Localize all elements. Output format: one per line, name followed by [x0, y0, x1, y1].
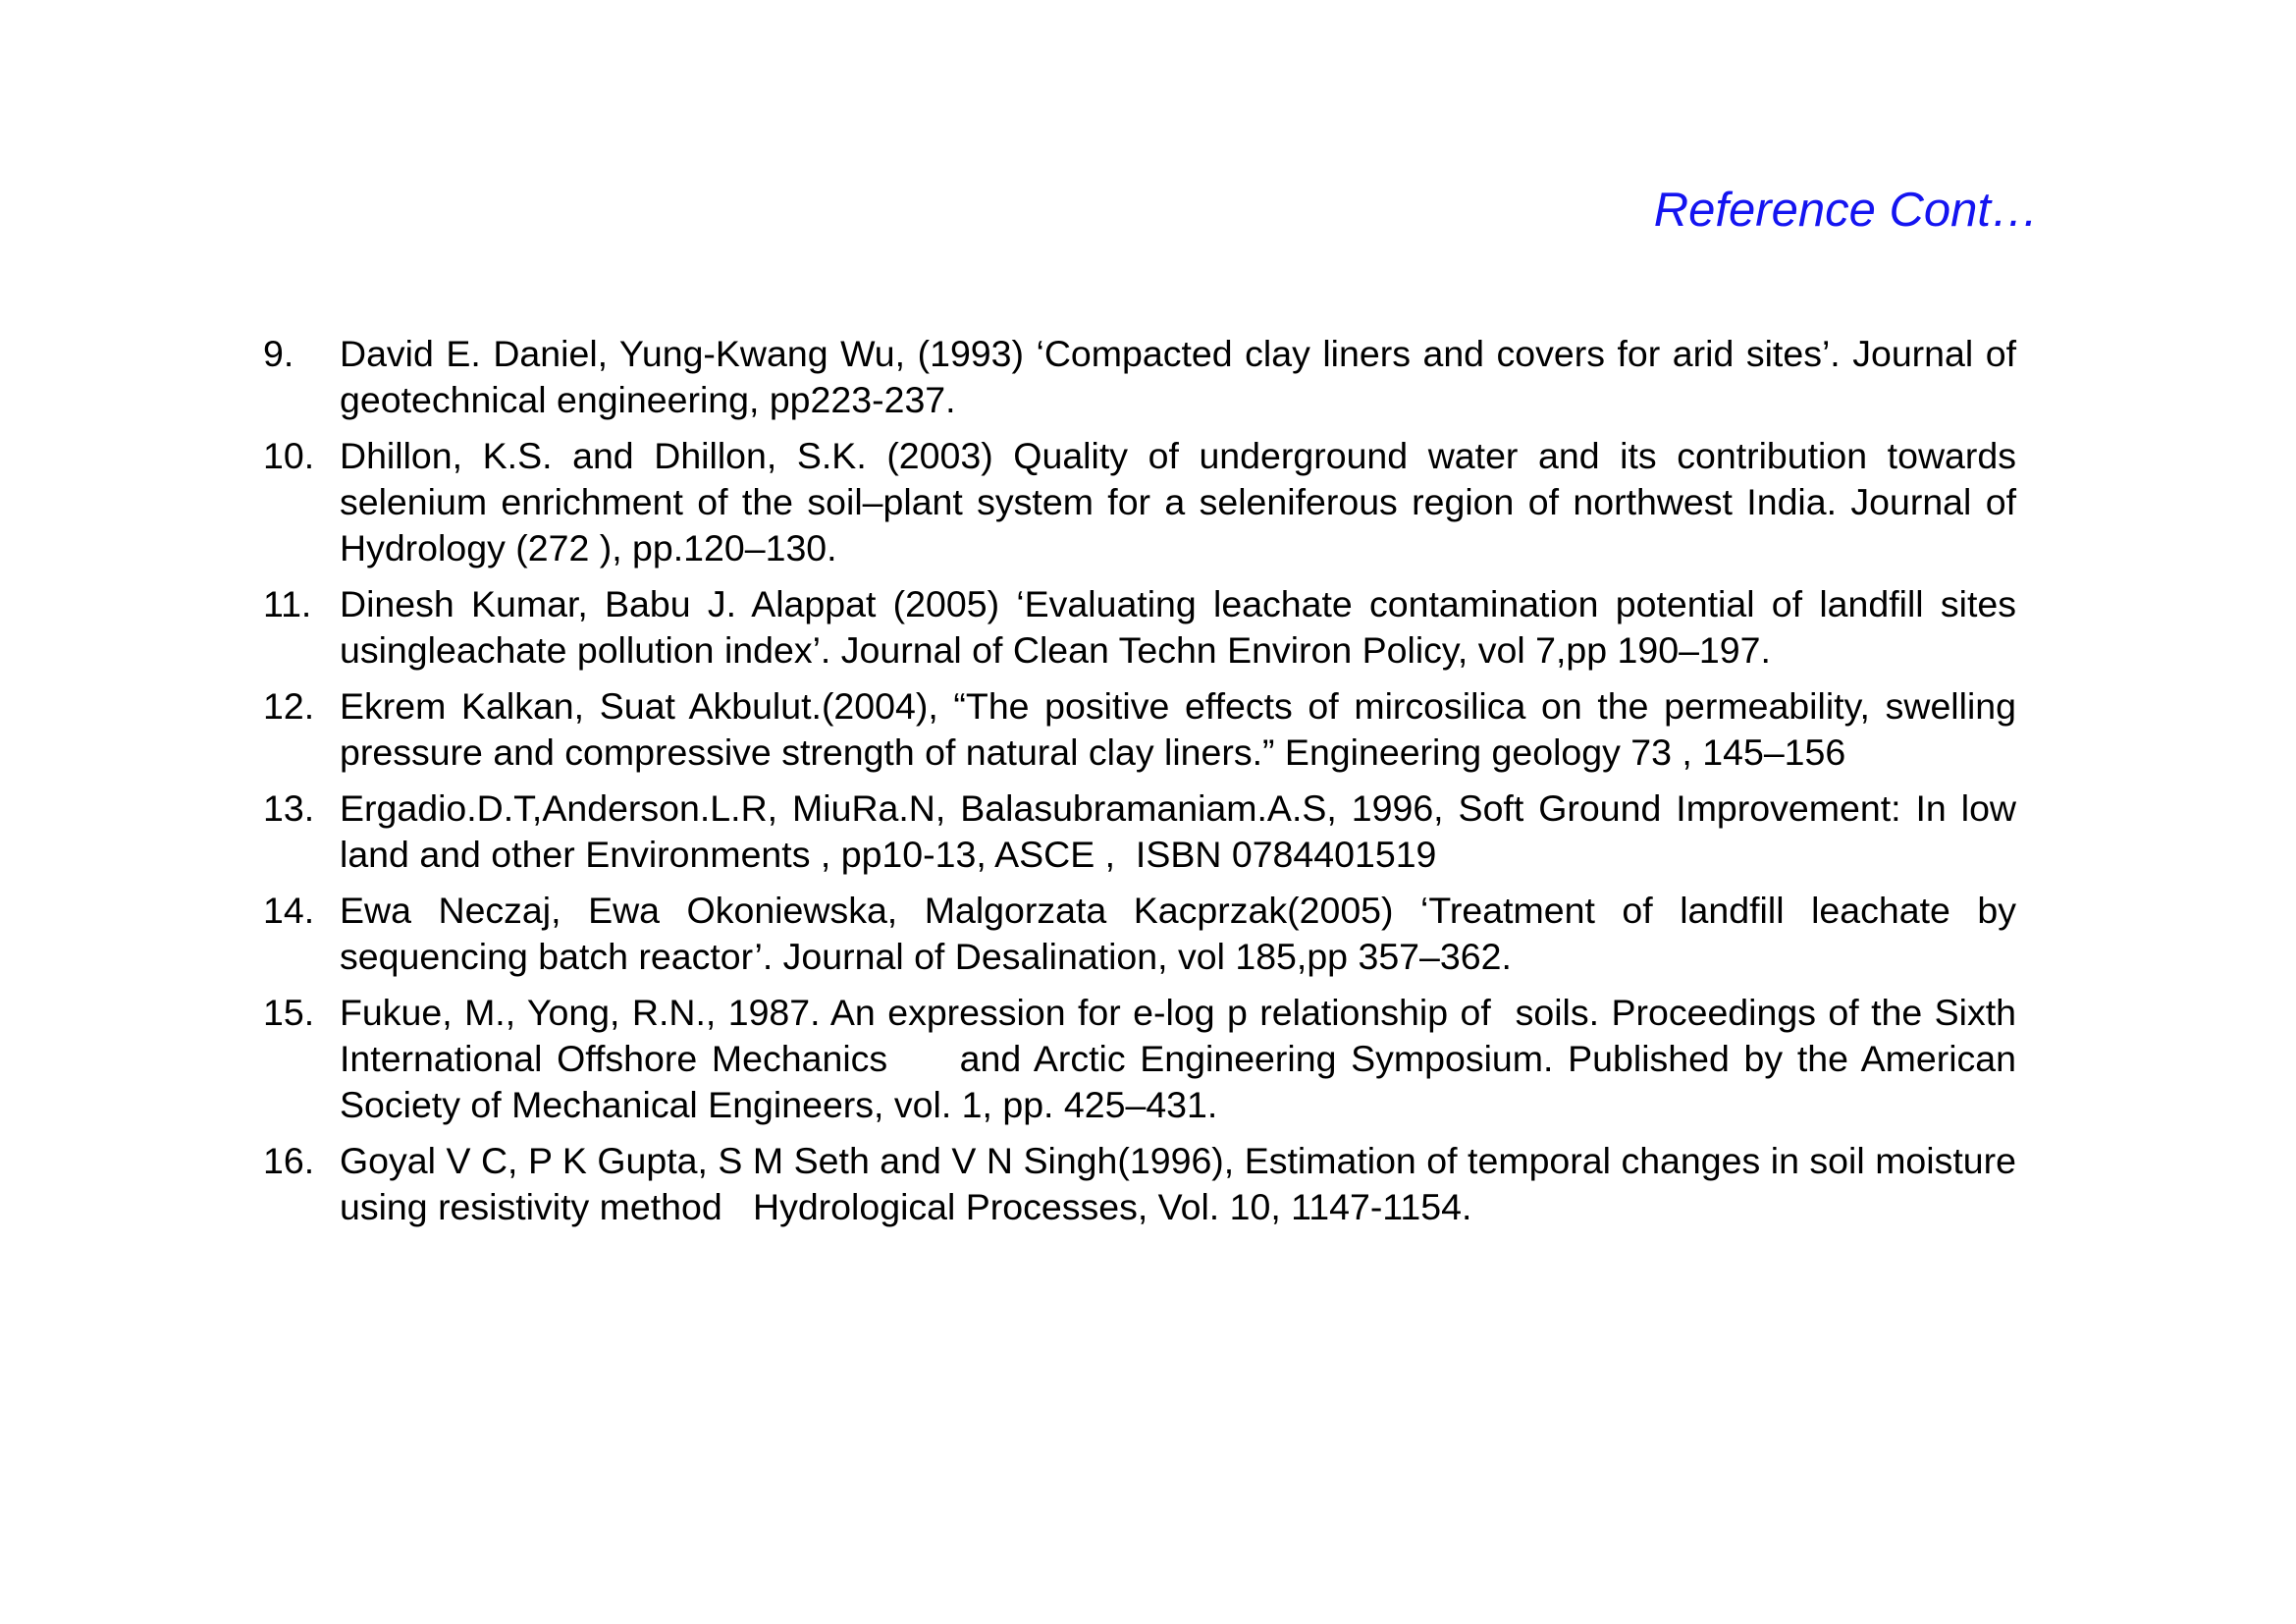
reference-text: Fukue, M., Yong, R.N., 1987. An expression for e-log p relationship of soils. Proceedings of the Sixth International Offshore Mechanics and Arctic Engineering Symposium. Published by the American Society of Mechanical Engineers, vol. 1, pp. 425–431.	[340, 992, 2160, 1125]
reference-text: Goyal V C, P K Gupta, S M Seth and V N Singh(1996), Estimation of temporal changes in soil moisture using resistivity method Hydrological Processes, Vol. 10, 1147-1154.	[340, 1140, 2027, 1227]
reference-item	[263, 683, 2027, 776]
reference-text: Ergadio.D.T,Anderson.L.R, MiuRa.N, Balasubramaniam.A.S, 1996, Soft Ground Improvement: In low land and other Environments , pp10-13, ASCE , ISBN 0784401519	[340, 787, 2027, 875]
reference-text: Dinesh Kumar, Babu J. Alappat (2005) ‘Evaluating leachate contamination potential of landfill sites usingleachate pollution index’. Journal of Clean Techn Environ Policy, vol 7,pp 190–197.	[340, 583, 2027, 671]
reference-number: 14.	[263, 890, 315, 931]
reference-number: 12.	[263, 685, 315, 727]
reference-number: 16.	[263, 1140, 315, 1181]
reference-text: Ewa Neczaj, Ewa Okoniewska, Malgorzata Kacprzak(2005) ‘Treatment of landfill leachate by sequencing batch reactor’. Journal of Desalination, vol 185,pp 357–362.	[340, 890, 2027, 977]
reference-text: Dhillon, K.S. and Dhillon, S.K. (2003) Quality of underground water and its contribution towards selenium enrichment of the soil–plant system for a seleniferous region of northwest India. Journal of Hydrology (272 ), pp.120–130.	[340, 435, 2027, 568]
reference-number: 11.	[263, 583, 312, 624]
reference-item	[263, 888, 2027, 980]
reference-number: 15.	[263, 992, 315, 1033]
reference-item	[263, 433, 2027, 571]
reference-item	[263, 581, 2027, 674]
reference-item	[263, 990, 2160, 1128]
reference-item	[263, 331, 2027, 423]
reference-text: Ekrem Kalkan, Suat Akbulut.(2004), “The positive effects of mircosilica on the permeability, swelling pressure and compressive strength of natural clay liners.” Engineering geology 73 , 145–156	[340, 685, 2027, 773]
page-title: Reference Cont…	[1653, 184, 2039, 237]
reference-number: 10.	[263, 435, 315, 476]
reference-item	[263, 1138, 2027, 1230]
reference-item	[263, 785, 2027, 878]
reference-number: 9.	[263, 333, 294, 374]
reference-number: 13.	[263, 787, 315, 829]
reference-list	[263, 331, 2160, 1240]
reference-text: David E. Daniel, Yung-Kwang Wu, (1993) ‘Compacted clay liners and covers for arid sites’. Journal of geotechnical engineering, pp223-237.	[340, 333, 2027, 420]
